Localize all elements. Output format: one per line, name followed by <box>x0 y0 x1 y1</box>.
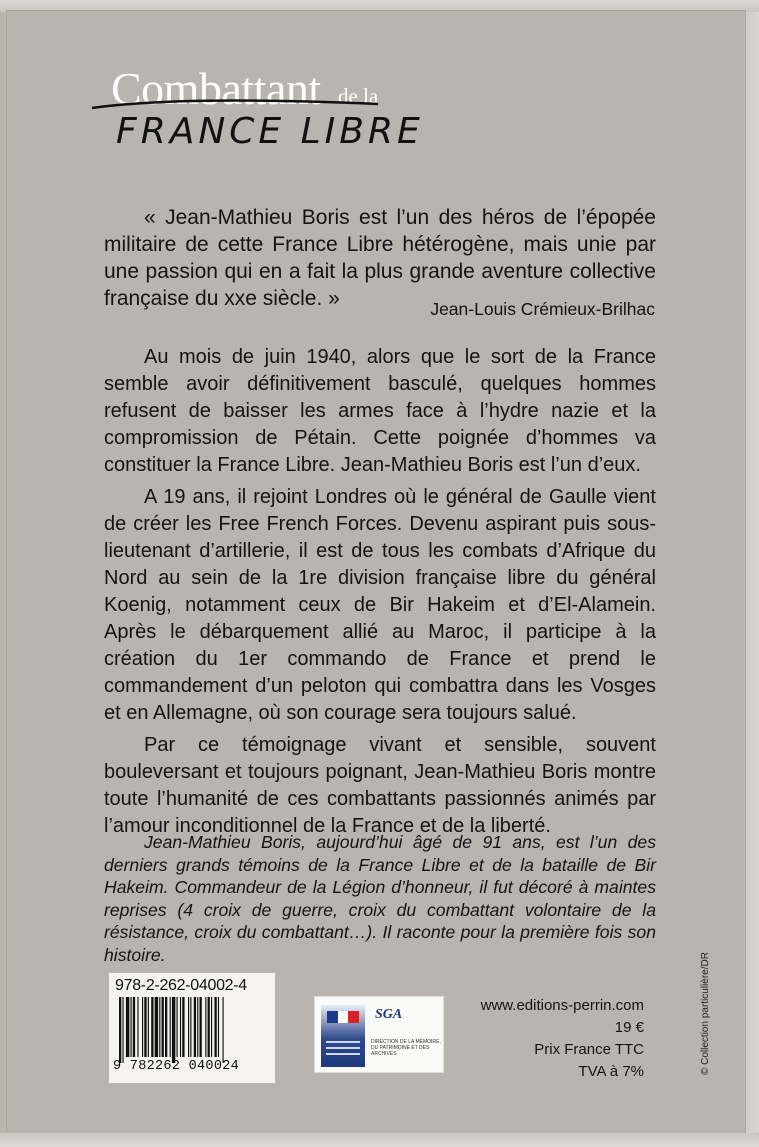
barcode-bar <box>165 997 167 1057</box>
author-bio <box>104 831 656 966</box>
barcode-bar <box>162 997 164 1057</box>
quote-author: Jean-Louis Crémieux-Brilhac <box>430 299 655 319</box>
barcode-bar <box>194 997 196 1057</box>
title-france-libre: FRANCE LIBRE <box>116 111 424 152</box>
barcode-bar <box>133 997 135 1057</box>
price-label: Prix France TTC <box>534 1041 644 1058</box>
barcode-bar <box>218 997 219 1057</box>
barcode-bar <box>223 997 224 1063</box>
barcode-bar <box>180 997 181 1057</box>
isbn-digits: 9 782262 040024 <box>113 1059 240 1074</box>
barcode-bar <box>200 997 202 1057</box>
cover-bottom-edge <box>0 1133 759 1147</box>
price: 19 € <box>614 1019 644 1036</box>
barcode-bar <box>126 997 129 1057</box>
author-bio-text: Jean-Mathieu Boris, aujourd’hui âgé de 91 ans, est l’un des derniers grands témoins de la France Libre et de la bataille de Bir Hakeim. Commandeur de la Légion d’honneur, il fut décoré à maintes reprises (4 croix de guerre, croix du combattant volontaire de la résistance, croix du combattant…). Il raconte pour la première fois son histoire. <box>104 832 656 965</box>
title-de-la: de la <box>338 84 379 108</box>
barcode-bar <box>137 997 138 1057</box>
isbn-barcode-label <box>109 973 275 1083</box>
photo-credit: © Collection particulière/DR <box>700 952 711 1075</box>
barcode-bar <box>182 997 184 1057</box>
barcode-bar <box>148 997 149 1057</box>
barcode-bar <box>172 997 175 1063</box>
barcode-bar <box>151 997 153 1057</box>
ministry-logo <box>321 1005 365 1067</box>
title-combattant: Combattant <box>111 63 321 114</box>
barcode-bar <box>131 997 132 1057</box>
synopsis-paragraph-3: Par ce témoignage vivant et sensible, souvent bouleversant et toujours poignant, Jean-Mathieu Boris montre toute l’humanité de ces combattants passionnés animés par l’amour inconditionnel de la France et de la liberté. <box>104 734 656 837</box>
ministry-sga-logo <box>314 996 444 1073</box>
synopsis-paragraph-1: Au mois de juin 1940, alors que le sort de la France semble avoir définitivement basculé, quelques hommes refusent de baisser les armes face à l’hydre nazie et la compromission de Pétain. Cette poignée d’hommes va constituer la France Libre. Jean-Mathieu Boris est l’un d’eux. <box>104 346 656 476</box>
sga-caption: DIRECTION DE LA MÉMOIRE, DU PATRIMOINE ET DES ARCHIVES <box>371 1039 441 1057</box>
sga-logo-text: SGA <box>375 1007 403 1022</box>
barcode-bar <box>155 997 158 1057</box>
quote-text: « Jean-Mathieu Boris est l’un des héros de l’épopée militaire de cette France Libre hétérogène, mais unie par une passion qui en a fait la plus grande aventure collective française du xxe siècle. » <box>104 206 656 310</box>
barcode-bar <box>142 997 143 1057</box>
barcode-bar <box>205 997 206 1057</box>
barcode-bar <box>170 997 171 1057</box>
isbn-text: 978-2-262-04002-4 <box>115 977 247 994</box>
barcode-bar <box>211 997 212 1057</box>
synopsis <box>104 344 656 845</box>
quote-block <box>104 204 656 312</box>
barcode-bar <box>177 997 178 1057</box>
barcode-bar <box>188 997 189 1057</box>
barcode-bar <box>214 997 216 1057</box>
barcode-bar <box>159 997 160 1057</box>
tva: TVA à 7% <box>578 1063 644 1080</box>
barcode-bar <box>190 997 191 1057</box>
barcode-bar <box>197 997 198 1057</box>
barcode-bar <box>144 997 146 1057</box>
publisher-website: www.editions-perrin.com <box>480 997 644 1014</box>
barcode-bar <box>122 997 123 1063</box>
publisher-info <box>454 995 644 1083</box>
barcode-bar <box>119 997 121 1063</box>
synopsis-paragraph-2: A 19 ans, il rejoint Londres où le général de Gaulle vient de créer les Free French Forces. Devenu aspirant puis sous-lieutenant d’artillerie, il est de tous les combats d’Afrique du Nord au sein de la 1re division française libre du général Koenig, notamment ceux de Bir Hakeim et d’El-Alamein. Après le débarquement allié au Maroc, il participe à la création du 1er commando de France et prend le commandement d’un peloton qui combattra dans les Vosges et en Allemagne, où son courage sera toujours salué. <box>104 486 656 724</box>
french-flag-icon <box>327 1011 359 1023</box>
barcode <box>117 997 267 1063</box>
barcode-bar <box>208 997 210 1057</box>
